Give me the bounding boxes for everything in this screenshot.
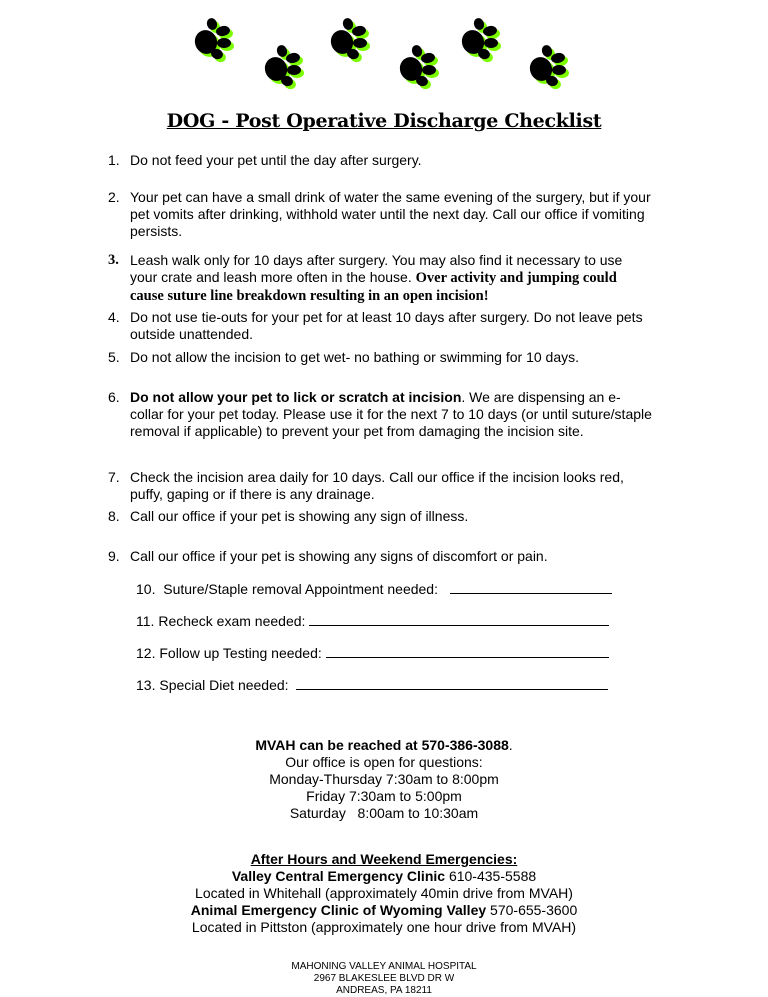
list-item [108, 309, 653, 343]
list-item [136, 581, 681, 598]
suture-removal-blank[interactable] [450, 581, 612, 594]
list-item [136, 677, 681, 694]
list-item [108, 189, 653, 240]
list-item [108, 252, 653, 305]
paw-print-icon [193, 16, 237, 64]
item-number: 8. [108, 508, 120, 524]
item-text: Check the incision area daily for 10 days. Call our office if the incision looks red, puffy, gaping or if there is any drainage. [130, 469, 624, 502]
phone-text: MVAH can be reached at 570-386-3088 [255, 737, 509, 753]
item-text: Special Diet needed: [159, 677, 289, 693]
item-number: 5. [108, 349, 120, 365]
paw-print-icon [528, 43, 572, 91]
paw-print-icon [329, 16, 373, 64]
item-text: Your pet can have a small drink of water the same evening of the surgery, but if your pet vomits after drinking, withhold water until the next day. Call our office if vomiting persists. [130, 189, 651, 239]
paw-print-icon [398, 43, 442, 91]
follow-up-testing-blank[interactable] [326, 645, 609, 658]
hospital-name: MAHONING VALLEY ANIMAL HOSPITAL [291, 961, 477, 972]
list-item [108, 389, 653, 440]
item-warning: Do not allow your pet to lick or scratch at incision [130, 389, 462, 405]
item-text: Recheck exam needed: [158, 613, 306, 629]
clinic-phone: 570-655-3600 [486, 902, 578, 918]
item-number: 10. [136, 581, 156, 597]
clinic-location: Located in Whitehall (approximately 40min drive from MVAH) [195, 885, 573, 901]
page-title: DOG - Post Operative Discharge Checklist [166, 110, 602, 132]
item-number: 6. [108, 389, 120, 405]
item-number: 7. [108, 469, 120, 485]
special-diet-blank[interactable] [296, 677, 608, 690]
hours-line: Monday-Thursday 7:30am to 8:00pm [269, 771, 499, 787]
period: . [508, 737, 513, 753]
hours-line: Saturday 8:00am to 10:30am [289, 805, 479, 821]
city-state-zip: ANDREAS, PA 18211 [336, 985, 432, 996]
list-item [136, 613, 681, 630]
clinic-location: Located in Pittston (approximately one hour drive from MVAH) [191, 919, 577, 935]
emergency-clinic-1 [0, 868, 768, 885]
item-number: 13. [136, 677, 156, 693]
item-number: 11. [136, 613, 155, 629]
item-number: 1. [108, 152, 120, 168]
footer-address [0, 961, 768, 997]
item-number: 9. [108, 548, 120, 564]
item-number: 3. [108, 252, 119, 268]
item-text: Suture/Staple removal Appointment needed: [163, 581, 438, 597]
list-item [108, 508, 653, 525]
item-text: Do not feed your pet until the day after surgery. [130, 152, 422, 168]
item-text: Call our office if your pet is showing any sign of illness. [130, 508, 469, 524]
list-item [108, 548, 653, 565]
hours-line: Friday 7:30am to 5:00pm [306, 788, 462, 804]
item-text: Do not allow the incision to get wet- no bathing or swimming for 10 days. [130, 349, 580, 365]
paw-print-icon [263, 43, 307, 91]
item-warning: Over activity and jumping could cause suture line breakdown resulting in an open incision! [130, 270, 617, 304]
item-number: 4. [108, 309, 120, 325]
list-item [108, 469, 653, 503]
street-address: 2967 BLAKESLEE BLVD DR W [313, 973, 455, 984]
emergency-heading: After Hours and Weekend Emergencies: [250, 851, 518, 867]
list-item [108, 152, 653, 169]
item-text: Leash walk only for 10 days after surgery. You may also find it necessary to use your crate and leash more often in the house. [130, 252, 623, 285]
contact-phone [0, 737, 768, 754]
item-text: . We are dispensing an e-collar for your pet today. Please use it for the next 7 to 10 days (or until suture/staple removal if applicable) to prevent your pet from damaging the incision site. [130, 389, 652, 439]
clinic-phone: 610-435-5588 [445, 868, 537, 884]
clinic-name: Valley Central Emergency Clinic [231, 868, 446, 884]
recheck-exam-blank[interactable] [309, 613, 609, 626]
item-text: Follow up Testing needed: [159, 645, 322, 661]
item-number: 12. [136, 645, 156, 661]
emergency-clinic-2 [0, 902, 768, 919]
item-number: 2. [108, 189, 120, 205]
item-text: Call our office if your pet is showing any signs of discomfort or pain. [130, 548, 548, 564]
item-text: Do not use tie-outs for your pet for at least 10 days after surgery. Do not leave pets outside unattended. [130, 309, 643, 342]
list-item [136, 645, 681, 662]
list-item [108, 349, 653, 366]
clinic-name: Animal Emergency Clinic of Wyoming Valley [190, 902, 487, 918]
office-open-text: Our office is open for questions: [285, 754, 483, 770]
paw-print-icon [460, 16, 504, 64]
